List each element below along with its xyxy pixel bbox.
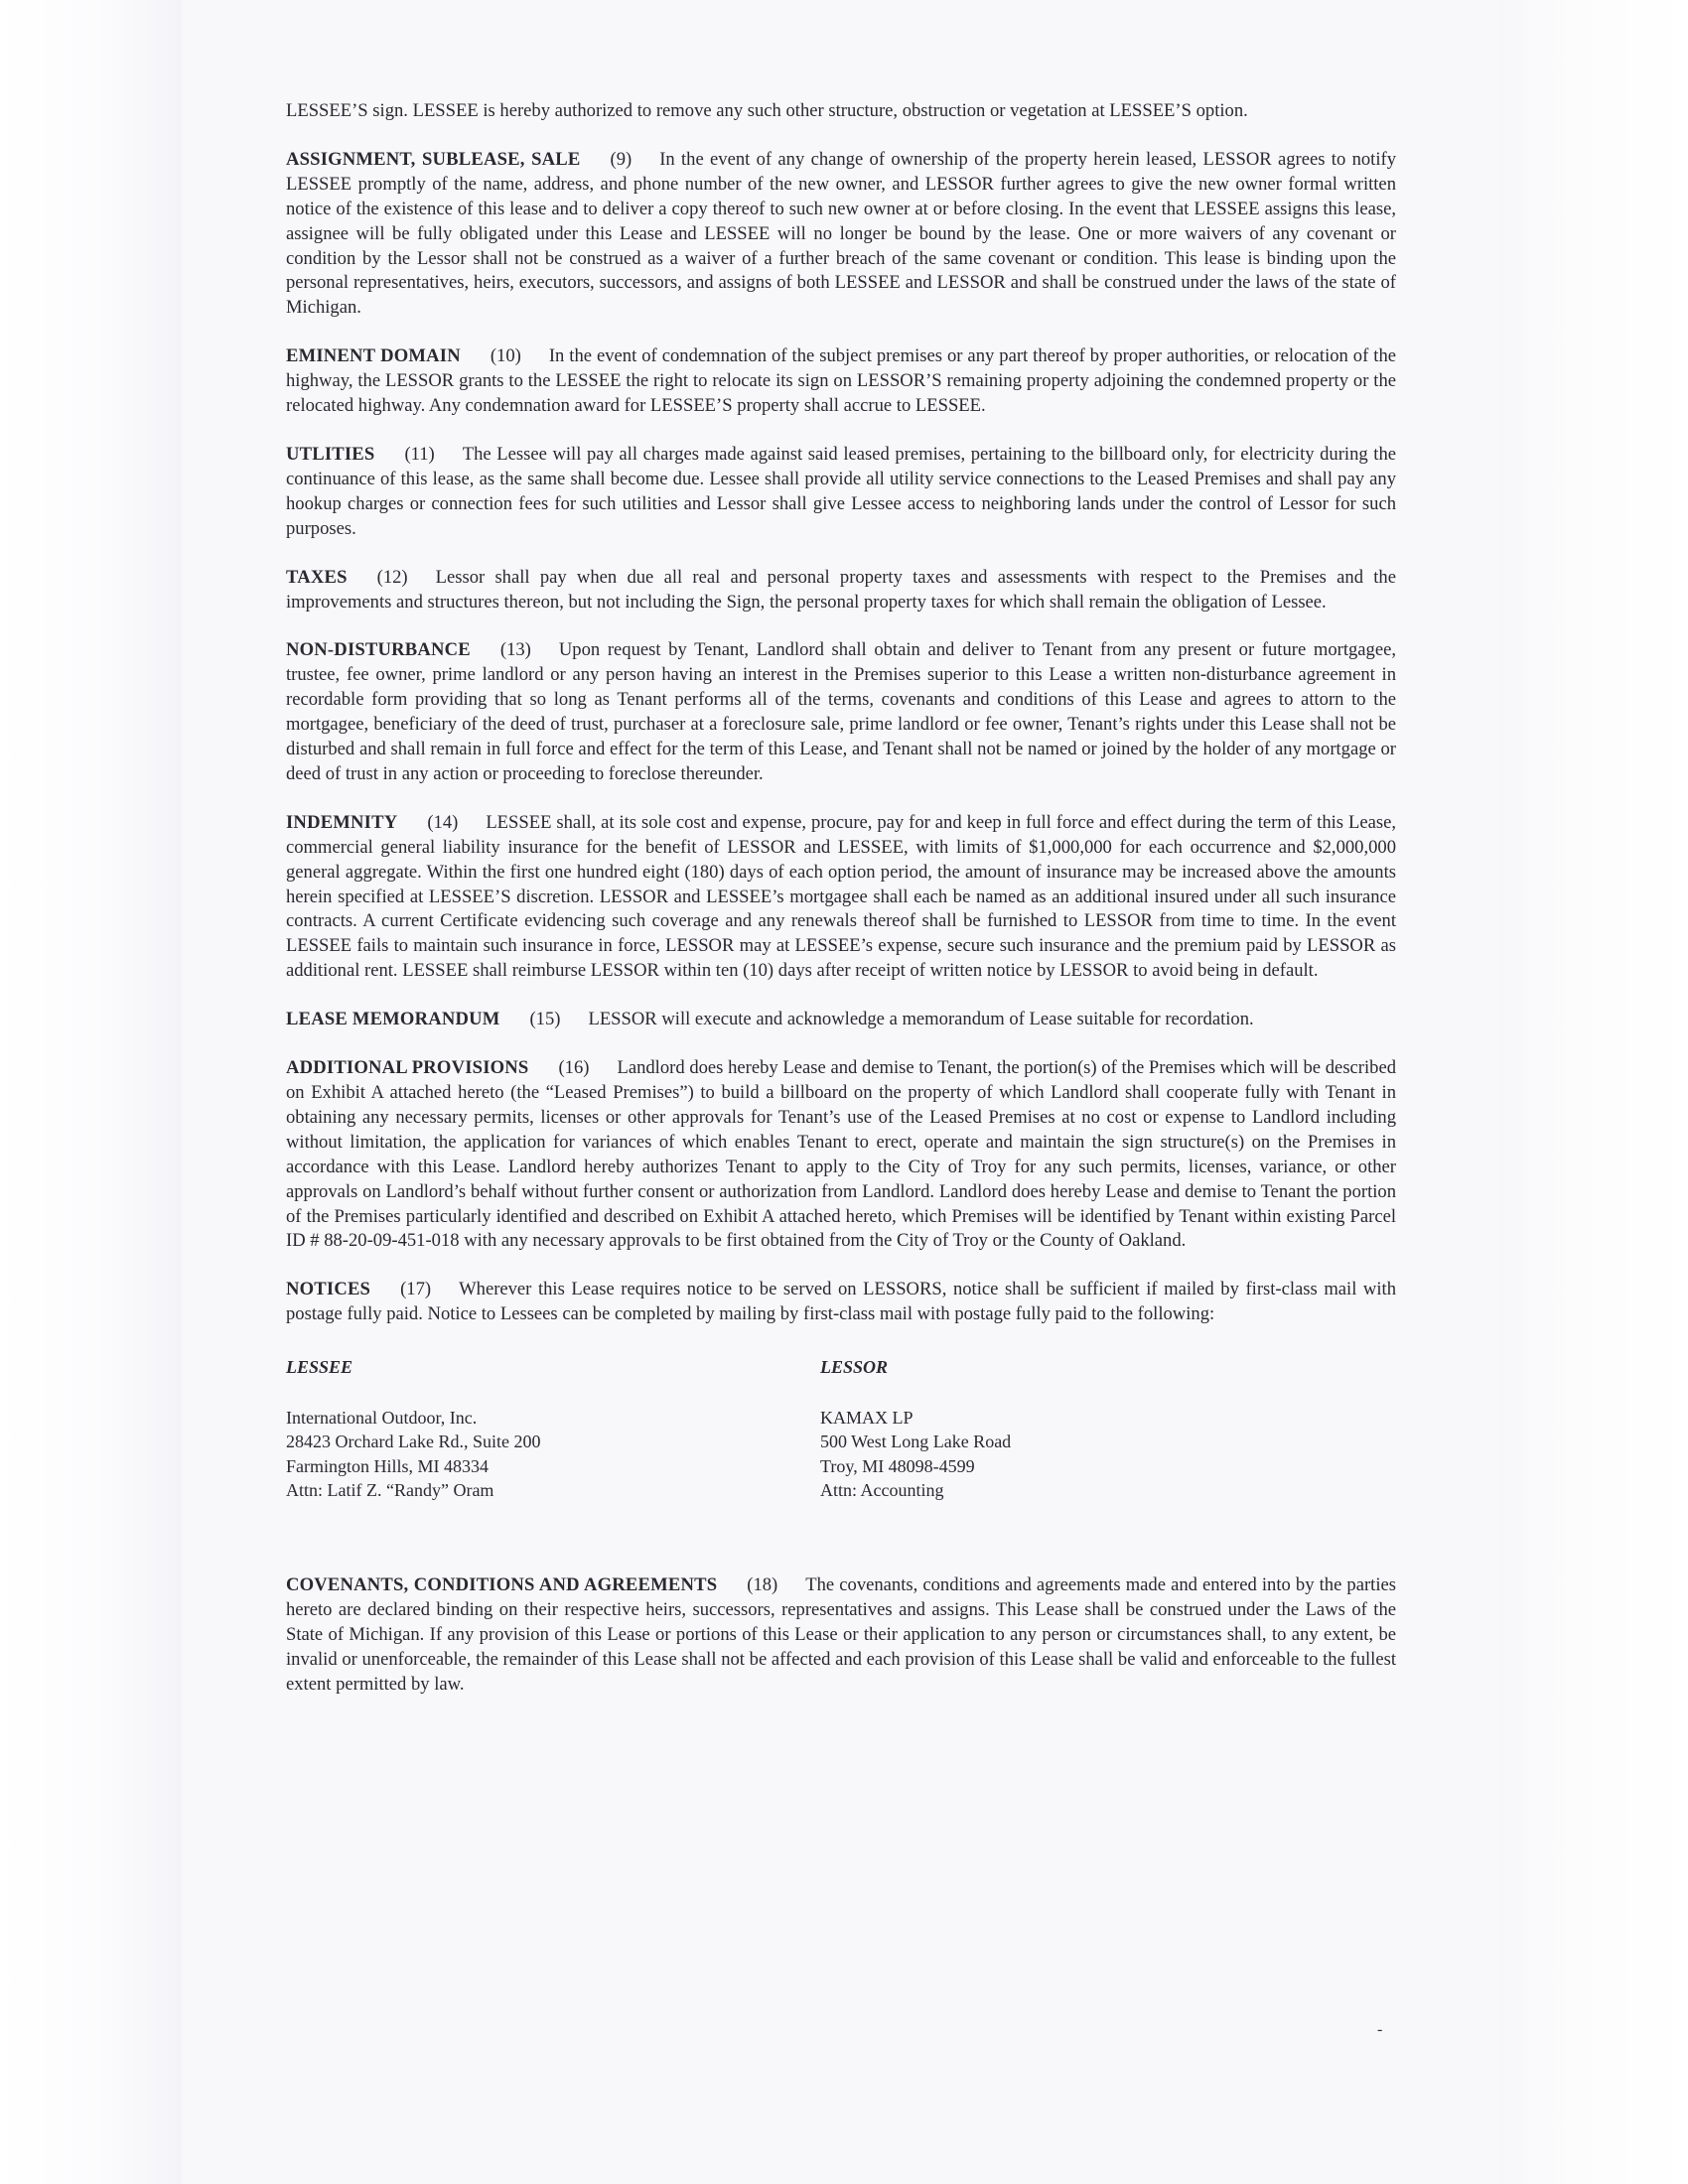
section-number: (17) [400, 1279, 432, 1300]
section-text: Landlord does hereby Lease and demise to Tenant, the portion(s) of the Premises which will be described on Exhibit A attached hereto (the “Leased Premises”) to build a billboard on the property of which Landlord shall cooperate fully with Tenant in obtaining any necessary permits, licenses or other approvals for Tenant’s use of the Leased Premises at no cost or expense to Landlord including without limitation, the application for variances of which enables Tenant to erect, operate and maintain the sign structure(s) on the Premises in accordance with this Lease. Landlord hereby authorizes Tenant to apply to the City of Troy for any such permits, licenses, variance, or other approvals on Landlord’s behalf without further consent or authorization from Landlord. Landlord does hereby Lease and demise to Tenant the portion of the Premises particularly identified and described on Exhibit A attached hereto, which Premises will be identified by Tenant within existing Parcel ID # 88-20-09-451-018 with any necessary approvals to be first obtained from the City of Troy or the County of Oakland. [286, 1057, 1397, 1252]
lease-section [286, 566, 1396, 615]
notice-addresses [286, 1355, 1396, 1524]
section-number: (13) [499, 639, 531, 661]
section-heading: INDEMNITY [286, 811, 398, 833]
trailing-mark: - [1377, 2021, 1383, 2038]
section-number: (15) [529, 1009, 561, 1030]
section-number: (12) [376, 566, 408, 588]
section-heading: ASSIGNMENT, SUBLEASE, SALE [286, 148, 581, 170]
section-text: Wherever this Lease requires notice to be served on LESSORS, notice shall be sufficient if mailed by first-class mail with postage fully paid. Notice to Lessees can be completed by mailing by first-class mail with postage fully paid to the following: [286, 1279, 1396, 1325]
section-number: (9) [610, 148, 633, 170]
lease-section [286, 1008, 1396, 1032]
lease-sections [286, 148, 1396, 1327]
section-text: Upon request by Tenant, Landlord shall obtain and deliver to Tenant from any present or future mortgagee, trustee, fee owner, prime landlord or any person having an interest in the Premises superior to this Lease a written non-disturbance agreement in recordable form providing that so long as Tenant performs all of the terms, covenants and conditions of this Lease and agrees to attorn to the mortgagee, beneficiary of the deed of trust, purchaser at a foreclosure sale, prime landlord or fee owner, Tenant’s rights under this Lease shall not be disturbed and shall remain in full force and effect for the term of this Lease, and Tenant shall not be named or joined by the holder of any mortgage or deed of trust in any action or proceeding to foreclose thereunder. [286, 639, 1396, 784]
section-heading: TAXES [286, 566, 348, 588]
section-text: In the event of condemnation of the subject premises or any part thereof by proper authorities, or relocation of the highway, the LESSOR grants to the LESSEE the right to relocate its sign on LESSOR’S remaining property adjoining the condemned property or the relocated highway. Any condemnation award for LESSEE’S property shall accrue to LESSEE. [286, 345, 1397, 417]
lessor-title: LESSOR [820, 1357, 889, 1378]
lessor-address-line: Troy, MI 48098-4599 [820, 1455, 975, 1476]
section-covenants [286, 1573, 1396, 1698]
section-number: (11) [404, 443, 435, 465]
scan-margin-left [0, 0, 182, 2184]
section-text: In the event of any change of ownership of the property herein leased, LESSOR agrees to notify LESSEE promptly of the name, address, and phone number of the new owner, and LESSOR further agrees to give the new owner formal written notice of the existence of this lease and to deliver a copy thereof to such new owner at or before closing. In the event that LESSEE assigns this lease, assignee will be fully obligated under this Lease and LESSEE will no longer be bound by the lease. One or more waivers of any covenant or condition by the Lessor shall not be construed as a waiver of a further breach of the same covenant or condition. This lease is binding upon the personal representatives, heirs, executors, successors, and assigns of both LESSEE and LESSOR and shall be construed under the laws of the state of Michigan. [286, 148, 1397, 319]
section-text: LESSOR will execute and acknowledge a memorandum of Lease suitable for recordation. [588, 1009, 1254, 1030]
lessee-title: LESSEE [286, 1357, 353, 1378]
section-heading: ADDITIONAL PROVISIONS [286, 1057, 529, 1079]
section-heading: COVENANTS, CONDITIONS AND AGREEMENTS [286, 1574, 718, 1596]
lease-section [286, 638, 1396, 786]
section-heading: LEASE MEMORANDUM [286, 1009, 500, 1030]
section-text: LESSEE shall, at its sole cost and expense, procure, pay for and keep in full force and effect during the term of this Lease, commercial general liability insurance for the benefit of LESSOR and LESSEE, with limits of $1,000,000 for each occurrence and $2,000,000 general aggregate. Within the first one hundred eight (180) days of each option period, the amount of insurance may be increased above the amounts herein specified at LESSEE’S discretion. LESSOR and LESSEE’s mortgagee shall each be named as an additional insured under all such insurance contracts. A current Certificate evidencing such coverage and any renewals thereof shall be furnished to LESSOR from time to time. In the event LESSEE fails to maintain such insurance in force, LESSOR may at LESSEE’s expense, secure such insurance and the premium paid by LESSOR as additional rent. LESSEE shall reimburse LESSOR within ten (10) days after receipt of written notice by LESSOR to avoid being in default. [286, 811, 1396, 982]
lessee-address-line: Farmington Hills, MI 48334 [286, 1455, 490, 1476]
section-heading: NOTICES [286, 1279, 371, 1300]
lease-section [286, 811, 1396, 984]
scan-margin-right [1499, 0, 1688, 2184]
section-text: Lessor shall pay when due all real and personal property taxes and assessments with respect to the Premises and the improvements and structures thereon, but not including the Sign, the personal property taxes for which shall remain the obligation of Lessee. [286, 566, 1396, 613]
lessee-address-line: Attn: Latif Z. “Randy” Oram [286, 1480, 494, 1501]
section-text: The covenants, conditions and agreements made and entered into by the parties hereto are declared binding on their respective heirs, successors, representatives and assigns. This Lease shall be construed under the Laws of the State of Michigan. If any provision of this Lease or portions of this Lease or their application to any person or circumstances shall, to any extent, be invalid or unenforceable, the remainder of this Lease shall not be affected and each provision of this Lease shall be valid and enforceable to the fullest extent permitted by law. [286, 1574, 1396, 1695]
lessee-address-block [286, 1355, 540, 1503]
lessor-address-line: KAMAX LP [820, 1407, 914, 1428]
lessee-address-line: 28423 Orchard Lake Rd., Suite 200 [286, 1432, 541, 1452]
lease-section [286, 1278, 1396, 1327]
lessor-address-line: 500 West Long Lake Road [820, 1432, 1012, 1452]
section-number: (18) [747, 1574, 778, 1596]
section-number: (10) [490, 345, 521, 367]
lessee-address-line: International Outdoor, Inc. [286, 1407, 478, 1428]
lease-section [286, 443, 1396, 542]
lease-section [286, 148, 1396, 321]
section-text: The Lessee will pay all charges made against said leased premises, pertaining to the billboard only, for electricity during the continuance of this lease, as the same shall become due. Lessee shall provide all utility service connections to the Leased Premises and shall pay any hookup charges or connection fees for such utilities and Lessor shall give Lessee access to neighboring lands under the control of Lessor for such purposes. [286, 443, 1396, 539]
intro-paragraph: LESSEE’S sign. LESSEE is hereby authorized to remove any such other structure, obstruction or vegetation at LESSEE’S option. [286, 100, 1248, 121]
section-heading: UTLITIES [286, 443, 375, 465]
section-number: (16) [558, 1057, 590, 1079]
lease-section [286, 344, 1396, 419]
lease-document-body [286, 99, 1396, 1721]
lessor-address-line: Attn: Accounting [820, 1480, 944, 1501]
section-heading: EMINENT DOMAIN [286, 345, 461, 367]
lessor-address-block [820, 1355, 1011, 1503]
section-number: (14) [427, 811, 459, 833]
lease-section [286, 1056, 1396, 1254]
section-heading: NON-DISTURBANCE [286, 639, 471, 661]
